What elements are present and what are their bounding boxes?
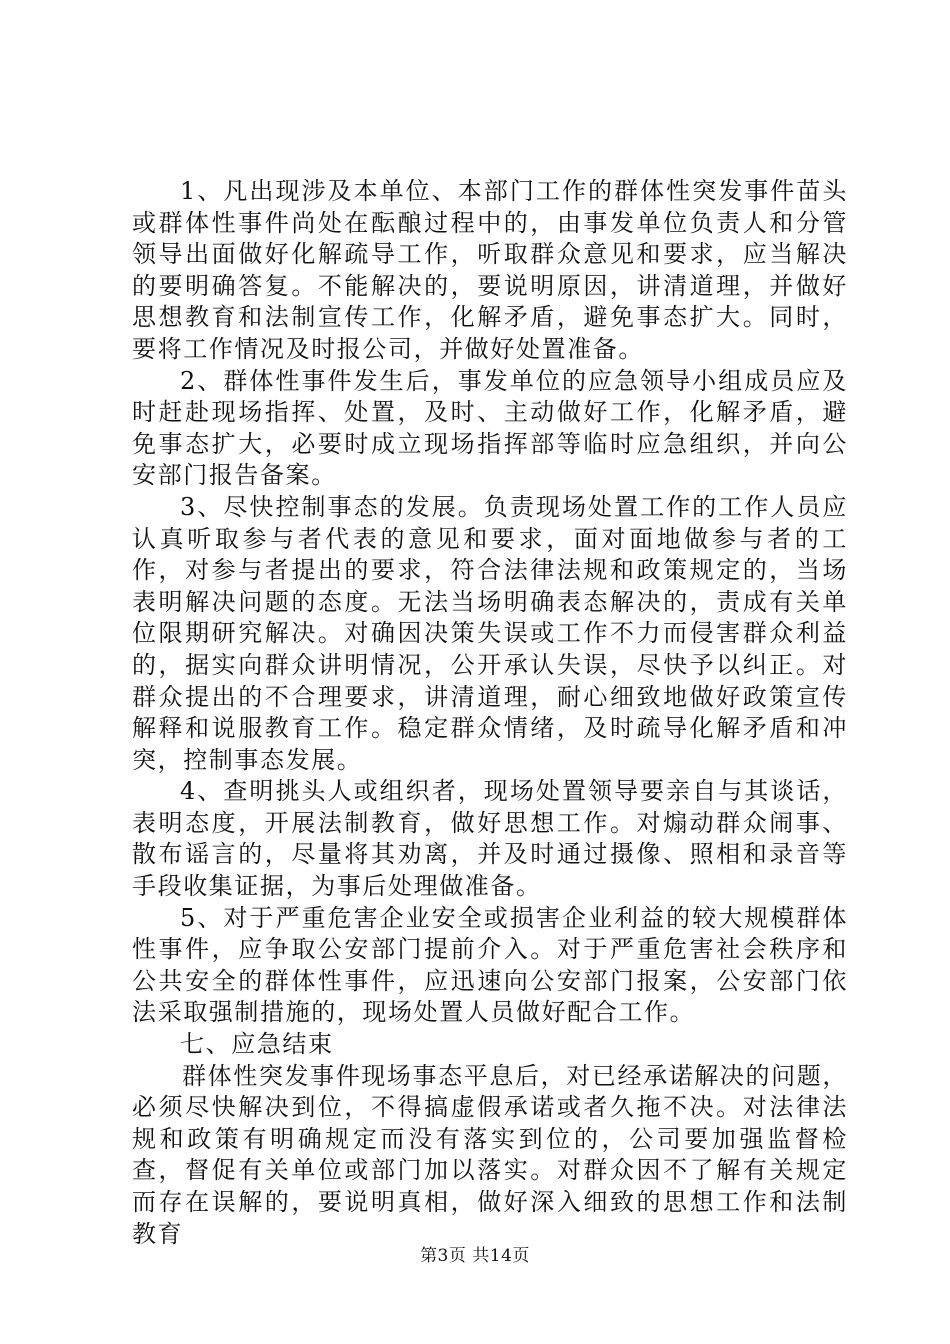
page-footer: 第3页 共14页: [420, 1246, 530, 1266]
section-heading: 七、应急结束: [180, 1030, 334, 1059]
paragraph-item-2: 2、群体性事件发生后，事发单位的应急领导小组成员应及时赶赴现场指挥、处置，及时、主动做好工作，化解矛盾，避免事态扩大，必要时成立现场指挥部等临时应急组织，并向公安部门报告备案。: [132, 366, 848, 490]
paragraph-item-4: 4、查明挑头人或组织者，现场处置领导要亲自与其谈话，表明态度，开展法制教育，做好思想工作。对煽动群众闹事、散布谣言的，尽量将其劝离，并及时通过摄像、照相和录音等手段收集证据，为事后处理做准备。: [132, 777, 848, 901]
paragraph-item-5: 5、对于严重危害企业安全或损害企业利益的较大规模群体性事件，应争取公安部门提前介入。对于严重危害社会秩序和公共安全的群体性事件，应迅速向公安部门报案，公安部门依法采取强制措施的，现场处置人员做好配合工作。: [132, 903, 848, 1027]
paragraph-item-3: 3、尽快控制事态的发展。负责现场处置工作的工作人员应认真听取参与者代表的意见和要求，面对面地做参与者的工作，对参与者提出的要求，符合法律法规和政策规定的，当场表明解决问题的态度。无法当场明确表态解决的，责成有关单位限期研究解决。对确因决策失误或工作不力而侵害群众利益的，据实向群众讲明情况，公开承认失误，尽快予以纠正。对群众提出的不合理要求，讲清道理，耐心细致地做好政策宣传解释和说服教育工作。稳定群众情绪，及时疏导化解矛盾和冲突，控制事态发展。: [132, 492, 848, 774]
section-paragraph: 群体性突发事件现场事态平息后，对已经承诺解决的问题，必须尽快解决到位，不得搞虚假承诺或者久拖不决。对法律法规和政策有明确规定而没有落实到位的，公司要加强监督检查，督促有关单位或部门加以落实。对群众因不了解有关规定而存在误解的，要说明真相，做好深入细致的思想工作和法制教育: [132, 1061, 848, 1248]
document-body: [132, 176, 848, 1250]
paragraph-item-1: 1、凡出现涉及本单位、本部门工作的群体性突发事件苗头或群体性事件尚处在酝酿过程中的，由事发单位负责人和分管领导出面做好化解疏导工作，听取群众意见和要求，应当解决的要明确答复。不能解决的，要说明原因，讲清道理，并做好思想教育和法制宣传工作，化解矛盾，避免事态扩大。同时，要将工作情况及时报公司，并做好处置准备。: [132, 177, 848, 363]
